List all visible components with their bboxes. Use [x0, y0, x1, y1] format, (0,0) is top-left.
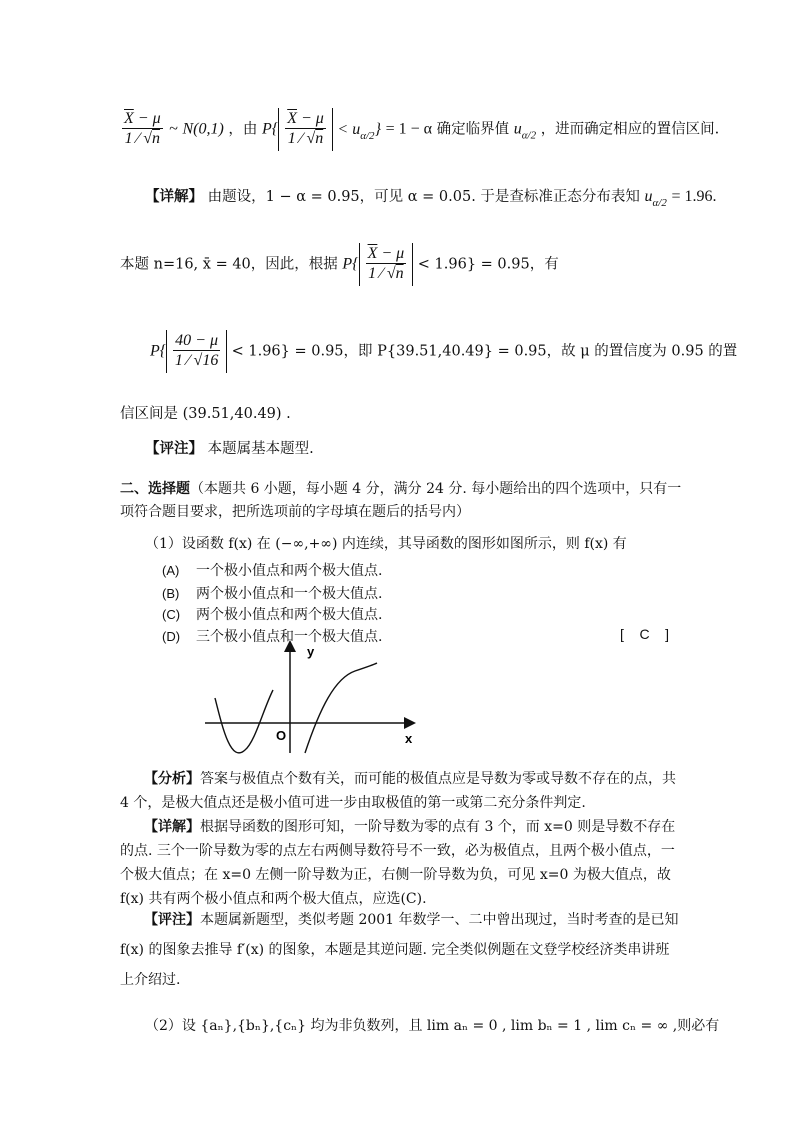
answer-text: [ C ]	[620, 626, 670, 642]
confidence-rhs: = 1 − α	[385, 120, 433, 138]
detail-label: 【详解】	[145, 189, 203, 205]
remark-text-q1: 本题属新题型，类似考题 2001 年数学一、二中曾出现过，当时考查的是已知 f(x) 的图象去推导 f′(x) 的图象，本题是其逆问题. 完全类似例题在文登学校经济类串讲班上介绍过.	[120, 912, 679, 988]
detail-text-1: 由题设，1 − α = 0.95，可见 α = 0.05. 于是查标准正态分布表知	[207, 189, 640, 205]
interval-text: P{39.51,40.49} = 0.95，故 μ 的置信度为 0.95 的置	[377, 343, 738, 360]
interval-result-line	[120, 402, 291, 423]
detail-line-2: 本题 n=16, x̄ = 40，因此，根据 P{ $\frac{\overline{X} - \mu}{1 ⁄ √n}$ < 1.96} = 0.95，有	[120, 243, 559, 286]
origin-label: O	[276, 728, 287, 743]
option-b-text: 两个极小值点和一个极大值点.	[196, 586, 383, 602]
standardized-fraction: $\frac{\overline{X} - \mu}{1 ⁄ √n}$	[124, 110, 161, 147]
detail-line-3: P{ $\frac{40 - \mu}{1 ⁄ √16}$ < 1.96} = 0.95，即 P{39.51,40.49} = 0.95，故 μ 的置信度为 0.95 的置	[150, 330, 737, 373]
u-symbol: u	[513, 120, 522, 138]
analysis-text: 答案与极值点个数有关，而可能的极值点应是导数为零或导数不存在的点，共 4 个，是极大值点还是极小值可进一步由取极值的第一或第二充分条件判定.	[120, 771, 676, 811]
remark-line	[145, 437, 314, 458]
remark-label: 【评注】	[145, 441, 203, 457]
option-c-key: (C)	[162, 607, 181, 622]
detail-line-1: 【详解】 由题设，1 − α = 0.95，可见 α = 0.05. 于是查标准正态分布表知 $u_{\alpha/2} = 1.96$.	[145, 188, 717, 209]
interval-result: 信区间是 (39.51,40.49) .	[120, 406, 291, 422]
derivative-right-curve	[305, 663, 377, 753]
n-value-text: 本题 n=16,	[120, 256, 199, 273]
interval-tail-text: ，进而确定相应的置信区间.	[540, 121, 720, 138]
analysis-paragraph	[120, 767, 680, 815]
option-a-key: (A)	[162, 563, 180, 578]
analysis-label: 【分析】	[144, 771, 200, 787]
question-1-stem	[145, 533, 627, 553]
critical-value-text: 确定临界值	[436, 121, 510, 138]
remark-label-q1: 【评注】	[144, 912, 200, 928]
section-intro-1: （本题共 6 小题，每小题 4 分，满分 24 分. 每小题给出的四个选项中，只有一	[190, 481, 682, 497]
option-a	[162, 560, 382, 580]
section-intro-2: 项符合题目要求，把所选项前的字母填在题后的括号内）	[120, 504, 470, 520]
x-axis-label: x	[405, 731, 413, 746]
xbar-text: x̄ = 40，因此，根据	[202, 256, 338, 273]
question-1-text: （1）设函数 f(x) 在 (−∞,+∞) 内连续，其导函数的图形如图所示，则 f(x) 有	[145, 536, 627, 552]
question-2-stem	[145, 1015, 719, 1035]
detail-label-q1: 【详解】	[144, 819, 200, 835]
by-text: ，由	[228, 121, 258, 138]
section-title: 二、选择题	[120, 481, 190, 497]
remark-paragraph	[120, 905, 680, 995]
probability-rhs: < 1.96} = 0.95，有	[417, 256, 559, 273]
option-d-text: 三个极小值点和一个极大值点.	[196, 629, 383, 645]
answer-bracket	[620, 626, 669, 642]
derivative-graph	[195, 638, 425, 758]
remark-text: 本题属基本题型.	[207, 441, 314, 457]
section-2-intro-line2	[120, 501, 470, 521]
distribution-symbol: N(0,1)	[182, 120, 224, 138]
sample-denominator: 16	[202, 352, 219, 369]
sample-numerator: 40 − μ	[175, 332, 218, 349]
analysis-formula-line: $\frac{\overline{X} - \mu}{1 ⁄ √n}$ ~ N(0,1) ，由 P{ $\frac{\overline{X} - \mu}{1 ⁄ √n}$ < $u_{\alpha/2}\} = 1 - \alpha$ 确定临界值 $u_{\alpha/2}$ ，进而确定相应的置信区间.	[120, 108, 719, 151]
detail-text-q1: 根据导函数的图形可知，一阶导数为零的点有 3 个，而 x=0 则是导数不存在的点. 三个一阶导数为零的点左右两侧导数符号不一致，必为极值点，且两个极小值点，一个极大值点；在 x=0 左侧一阶导数为正，右侧一阶导数为负，可见 x=0 为极大值点，故 f(x) 共有两个极小值点和两个极大值点，应选(C).	[120, 819, 676, 907]
derivative-left-curve	[215, 690, 273, 753]
option-c	[162, 604, 382, 624]
section-2-intro-line1	[120, 478, 681, 498]
option-d-key: (D)	[162, 629, 181, 644]
probability-equation: < 1.96} = 0.95，即	[231, 343, 373, 360]
detail-paragraph	[120, 815, 680, 911]
u-subscript: α/2	[521, 129, 537, 142]
option-b	[162, 583, 382, 603]
option-b-key: (B)	[162, 586, 180, 601]
question-2-text: （2）设 {aₙ},{bₙ},{cₙ} 均为非负数列，且 lim aₙ = 0 , lim bₙ = 1 , lim cₙ = ∞ ,则必有	[145, 1018, 720, 1034]
option-a-text: 一个极小值点和两个极大值点.	[196, 563, 383, 579]
y-axis-label: y	[307, 644, 315, 659]
u-value: = 1.96.	[671, 188, 717, 205]
option-c-text: 两个极小值点和两个极大值点.	[196, 607, 383, 623]
